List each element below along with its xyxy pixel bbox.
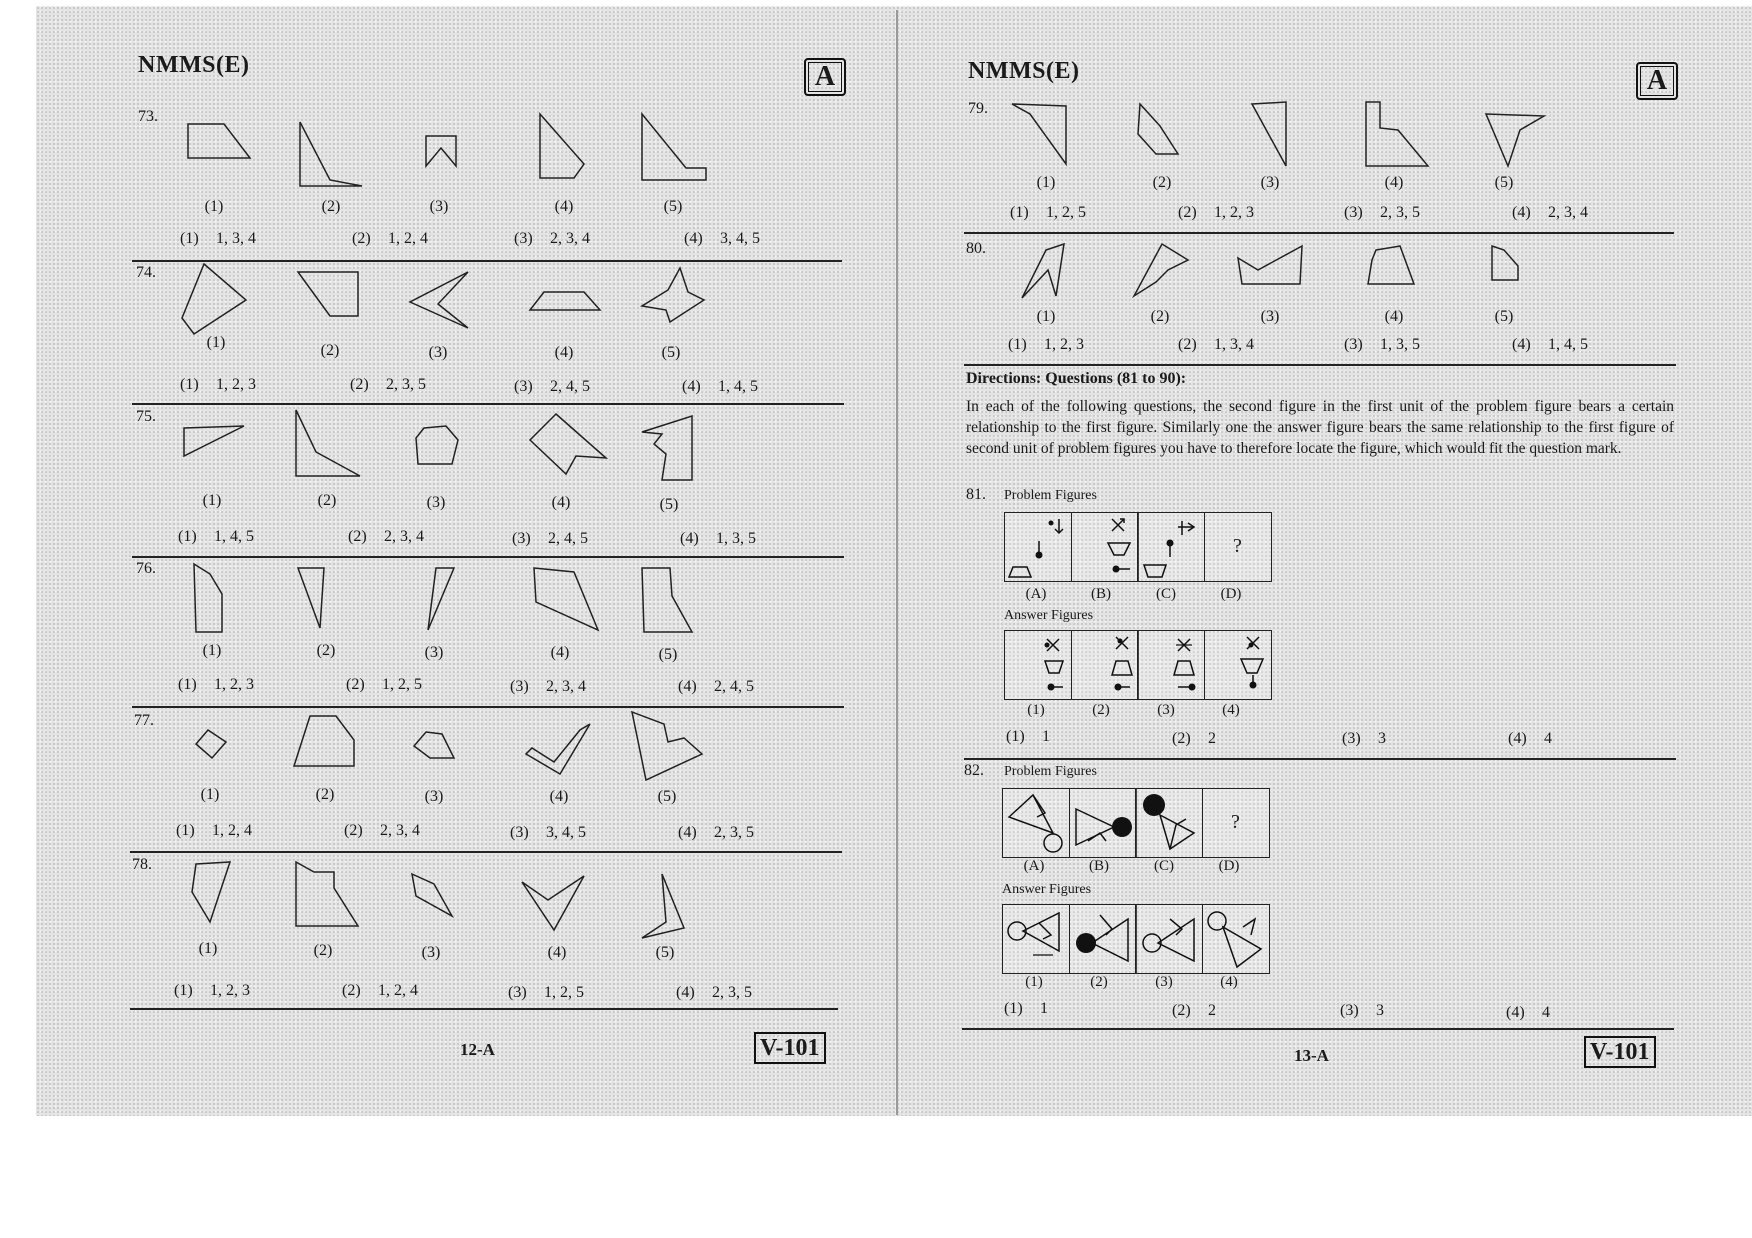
- answer-option[interactable]: (2) 1, 2, 4: [342, 982, 418, 999]
- figure-label: (5): [661, 344, 681, 361]
- figure-label: (5): [658, 646, 678, 663]
- shape-figure: [296, 566, 326, 632]
- figure-label: (3): [424, 644, 444, 661]
- figure-label: (1): [202, 492, 222, 509]
- cell-label: (2): [1090, 974, 1108, 990]
- figure-symbols: [1136, 905, 1202, 973]
- answer-option[interactable]: (3) 3, 4, 5: [510, 824, 586, 841]
- figure-label: (2): [317, 492, 337, 509]
- page-number: 12-A: [460, 1040, 495, 1059]
- shape-figure: [1020, 242, 1068, 300]
- answer-figure-4[interactable]: [1204, 630, 1272, 700]
- answer-option[interactable]: (3) 2, 4, 5: [514, 378, 590, 395]
- figure-label: (2): [1152, 174, 1172, 191]
- shape-figure: [640, 414, 696, 484]
- figure-label: (1): [202, 642, 222, 659]
- figure-label: (2): [315, 786, 335, 803]
- figure-label: (5): [657, 788, 677, 805]
- paper-code: V-101: [1584, 1036, 1656, 1068]
- divider: [132, 403, 844, 405]
- paper-code: V-101: [754, 1032, 826, 1064]
- answer-option[interactable]: (3) 2, 4, 5: [512, 530, 588, 547]
- answer-option[interactable]: (4) 2, 3, 5: [676, 984, 752, 1001]
- problem-figure-a: [1002, 788, 1070, 858]
- problem-figure-a: [1004, 512, 1072, 582]
- shape-figure: [640, 266, 706, 330]
- answer-option[interactable]: (1) 1, 2, 5: [1010, 204, 1086, 221]
- divider: [132, 556, 844, 558]
- cell-label: (C): [1154, 858, 1174, 874]
- answer-option[interactable]: (2) 2: [1172, 730, 1216, 747]
- answer-figure-2[interactable]: [1071, 630, 1139, 700]
- shape-figure: [294, 408, 364, 480]
- shape-figure: [408, 270, 472, 332]
- answer-option[interactable]: (3) 2, 3, 4: [510, 678, 586, 695]
- figure-symbols: [1138, 513, 1204, 581]
- question-mark: ?: [1231, 811, 1240, 833]
- shape-figure: [628, 710, 706, 784]
- figure-label: (3): [424, 788, 444, 805]
- problem-figure-d: [1202, 788, 1270, 858]
- figure-label: (4): [554, 344, 574, 361]
- figure-symbols: [1205, 631, 1271, 699]
- shape-figure: [1484, 112, 1548, 170]
- shape-figure: [186, 122, 256, 162]
- shape-figure: [1136, 102, 1182, 158]
- answer-option[interactable]: (2) 1, 2, 5: [346, 676, 422, 693]
- answer-figure-3[interactable]: [1137, 630, 1205, 700]
- cell-label: (A): [1023, 858, 1045, 874]
- shape-figure: [424, 566, 458, 634]
- question-number: 78.: [132, 856, 152, 873]
- cell-label: (B): [1089, 858, 1109, 874]
- shape-figure: [528, 412, 610, 478]
- answer-option[interactable]: (4) 2, 3, 5: [678, 824, 754, 841]
- problem-figure-b: [1069, 788, 1137, 858]
- answer-option[interactable]: (3) 3: [1342, 730, 1386, 747]
- figure-label: (4): [550, 644, 570, 661]
- figure-label: (1): [206, 334, 226, 351]
- answer-figures-label: Answer Figures: [1002, 882, 1092, 897]
- shape-figure: [180, 262, 250, 336]
- shape-figure: [524, 722, 594, 778]
- shape-figure: [292, 714, 358, 770]
- figure-label: (5): [655, 944, 675, 961]
- page-number: 13-A: [1294, 1046, 1329, 1065]
- shape-figure: [296, 270, 362, 320]
- divider: [964, 364, 1676, 366]
- answer-option[interactable]: (4) 4: [1506, 1004, 1550, 1021]
- question-number: 73.: [138, 108, 158, 125]
- answer-figure-4[interactable]: [1202, 904, 1270, 974]
- divider: [964, 758, 1676, 760]
- problem-figures-row: [1002, 788, 1268, 858]
- answer-option[interactable]: (3) 2, 3, 5: [1344, 204, 1420, 221]
- answer-option[interactable]: (2) 1, 3, 4: [1178, 336, 1254, 353]
- figure-symbols: [1003, 905, 1069, 973]
- answer-figure-1[interactable]: [1002, 904, 1070, 974]
- figure-symbols: [1203, 905, 1269, 973]
- question-number: 82.: [964, 762, 984, 779]
- figure-label: (2): [1150, 308, 1170, 325]
- cell-label: (2): [1092, 702, 1110, 718]
- question-mark: ?: [1233, 535, 1242, 557]
- answer-option[interactable]: (4) 3, 4, 5: [684, 230, 760, 247]
- figure-label: (3): [1260, 174, 1280, 191]
- figure-label: (3): [429, 198, 449, 215]
- answer-option[interactable]: (2) 2, 3, 5: [350, 376, 426, 393]
- cell-label: (B): [1091, 586, 1111, 602]
- cell-label: (D): [1218, 858, 1240, 874]
- cell-label: (1): [1025, 974, 1043, 990]
- figure-symbols: [1003, 789, 1069, 857]
- shape-figure: [538, 112, 588, 182]
- question-number: 79.: [968, 100, 988, 117]
- answer-figures-row: [1004, 630, 1270, 700]
- set-badge: A: [1636, 62, 1678, 100]
- shape-figure: [1250, 100, 1290, 170]
- figure-label: (2): [320, 342, 340, 359]
- figure-symbols: [1072, 513, 1138, 581]
- answer-option[interactable]: (3) 1, 2, 5: [508, 984, 584, 1001]
- cell-label: (D): [1220, 586, 1242, 602]
- answer-option[interactable]: (4) 4: [1508, 730, 1552, 747]
- answer-option[interactable]: (4) 2, 4, 5: [678, 678, 754, 695]
- answer-option[interactable]: (3) 1, 3, 5: [1344, 336, 1420, 353]
- cell-label: (C): [1156, 586, 1176, 602]
- figure-label: (4): [547, 944, 567, 961]
- answer-option[interactable]: (2) 1, 2, 3: [1178, 204, 1254, 221]
- page-header-title: NMMS(E): [138, 52, 250, 78]
- shape-figure: [412, 730, 458, 762]
- problem-figures-label: Problem Figures: [1004, 764, 1097, 779]
- cell-label: (3): [1155, 974, 1173, 990]
- figure-symbols: [1070, 905, 1136, 973]
- answer-option[interactable]: (2) 2: [1172, 1002, 1216, 1019]
- question-number: 77.: [134, 712, 154, 729]
- answer-option[interactable]: (1) 1, 3, 4: [180, 230, 256, 247]
- figure-symbols: [1136, 789, 1202, 857]
- shape-figure: [410, 872, 454, 920]
- question-number: 76.: [136, 560, 156, 577]
- shape-figure: [640, 112, 712, 184]
- shape-figure: [640, 566, 696, 636]
- problem-figures-label: Problem Figures: [1004, 488, 1097, 503]
- cell-label: (3): [1157, 702, 1175, 718]
- shape-figure: [528, 290, 604, 314]
- shape-figure: [424, 134, 460, 170]
- answer-figure-2[interactable]: [1069, 904, 1137, 974]
- shape-figure: [1132, 242, 1192, 300]
- problem-figures-row: [1004, 512, 1270, 582]
- answer-option[interactable]: (4) 1, 4, 5: [682, 378, 758, 395]
- page-header-title: NMMS(E): [968, 58, 1080, 84]
- question-number: 74.: [136, 264, 156, 281]
- figure-label: (2): [321, 198, 341, 215]
- shape-figure: [194, 728, 230, 762]
- shape-figure: [294, 860, 362, 930]
- figure-label: (4): [1384, 308, 1404, 325]
- figure-label: (4): [1384, 174, 1404, 191]
- answer-option[interactable]: (4) 2, 3, 4: [1512, 204, 1588, 221]
- figure-label: (3): [421, 944, 441, 961]
- right-page: [900, 0, 1752, 1110]
- figure-label: (3): [428, 344, 448, 361]
- cell-label: (1): [1027, 702, 1045, 718]
- shape-figure: [190, 860, 234, 926]
- cell-label: (4): [1222, 702, 1240, 718]
- figure-symbols: [1138, 631, 1204, 699]
- figure-symbols: [1005, 513, 1071, 581]
- figure-label: (1): [1036, 308, 1056, 325]
- figure-symbols: [1005, 631, 1071, 699]
- answer-option[interactable]: (1) 1, 2, 3: [174, 982, 250, 999]
- cell-label: (A): [1025, 586, 1047, 602]
- divider: [962, 1028, 1674, 1030]
- divider: [130, 1008, 838, 1010]
- shape-figure: [192, 562, 226, 636]
- directions-text: In each of the following questions, the second figure in the first unit of the problem figure bears a certain relationship to the first figure. Similarly one the answer figure bears the same relationship to the first figure of second unit of problem figures you have to therefore locate the figure, which would fit the question mark.: [966, 398, 1674, 457]
- answer-option[interactable]: (3) 2, 3, 4: [514, 230, 590, 247]
- figure-label: (1): [200, 786, 220, 803]
- answer-option[interactable]: (4) 1, 4, 5: [1512, 336, 1588, 353]
- shape-figure: [1490, 244, 1522, 284]
- shape-figure: [414, 424, 460, 468]
- shape-figure: [1236, 244, 1306, 288]
- divider: [964, 232, 1674, 234]
- answer-option[interactable]: (4) 1, 3, 5: [680, 530, 756, 547]
- question-number: 75.: [136, 408, 156, 425]
- figure-label: (4): [549, 788, 569, 805]
- figure-label: (5): [1494, 308, 1514, 325]
- figure-label: (5): [1494, 174, 1514, 191]
- answer-figure-1[interactable]: [1004, 630, 1072, 700]
- answer-option[interactable]: (1) 1: [1006, 728, 1050, 745]
- figure-symbols: [1070, 789, 1136, 857]
- figure-label: (1): [1036, 174, 1056, 191]
- figure-label: (4): [551, 494, 571, 511]
- shape-figure: [520, 872, 590, 934]
- answer-option[interactable]: (1) 1, 4, 5: [178, 528, 254, 545]
- figure-label: (1): [204, 198, 224, 215]
- answer-figures-row: [1002, 904, 1268, 974]
- shape-figure: [182, 424, 248, 460]
- figure-label: (2): [313, 942, 333, 959]
- problem-figure-c: [1137, 512, 1205, 582]
- shape-figure: [640, 872, 688, 942]
- answer-figures-label: Answer Figures: [1004, 608, 1094, 623]
- figure-label: (1): [198, 940, 218, 957]
- figure-label: (5): [663, 198, 683, 215]
- shape-figure: [532, 566, 602, 636]
- problem-figure-b: [1071, 512, 1139, 582]
- figure-symbols: [1072, 631, 1138, 699]
- answer-option[interactable]: (1) 1, 2, 3: [180, 376, 256, 393]
- left-page: [0, 0, 900, 1110]
- shape-figure: [1010, 102, 1072, 168]
- answer-option[interactable]: (2) 2, 3, 4: [344, 822, 420, 839]
- answer-option[interactable]: (2) 2, 3, 4: [348, 528, 424, 545]
- shape-figure: [298, 120, 368, 190]
- directions-title: Directions: Questions (81 to 90):: [966, 370, 1187, 387]
- figure-label: (5): [659, 496, 679, 513]
- figure-label: (3): [426, 494, 446, 511]
- divider: [130, 851, 842, 853]
- question-number: 80.: [966, 240, 986, 257]
- figure-label: (3): [1260, 308, 1280, 325]
- answer-option[interactable]: (1) 1, 2, 3: [178, 676, 254, 693]
- answer-option[interactable]: (3) 3: [1340, 1002, 1384, 1019]
- shape-figure: [1366, 244, 1416, 288]
- answer-figure-3[interactable]: [1135, 904, 1203, 974]
- answer-option[interactable]: (2) 1, 2, 4: [352, 230, 428, 247]
- figure-label: (4): [554, 198, 574, 215]
- divider: [132, 706, 844, 708]
- figure-label: (2): [316, 642, 336, 659]
- answer-option[interactable]: (1) 1: [1004, 1000, 1048, 1017]
- question-number: 81.: [966, 486, 986, 503]
- answer-option[interactable]: (1) 1, 2, 4: [176, 822, 252, 839]
- problem-figure-d: [1204, 512, 1272, 582]
- problem-figure-c: [1135, 788, 1203, 858]
- shape-figure: [1364, 100, 1432, 170]
- set-badge: A: [804, 58, 846, 96]
- answer-option[interactable]: (1) 1, 2, 3: [1008, 336, 1084, 353]
- cell-label: (4): [1220, 974, 1238, 990]
